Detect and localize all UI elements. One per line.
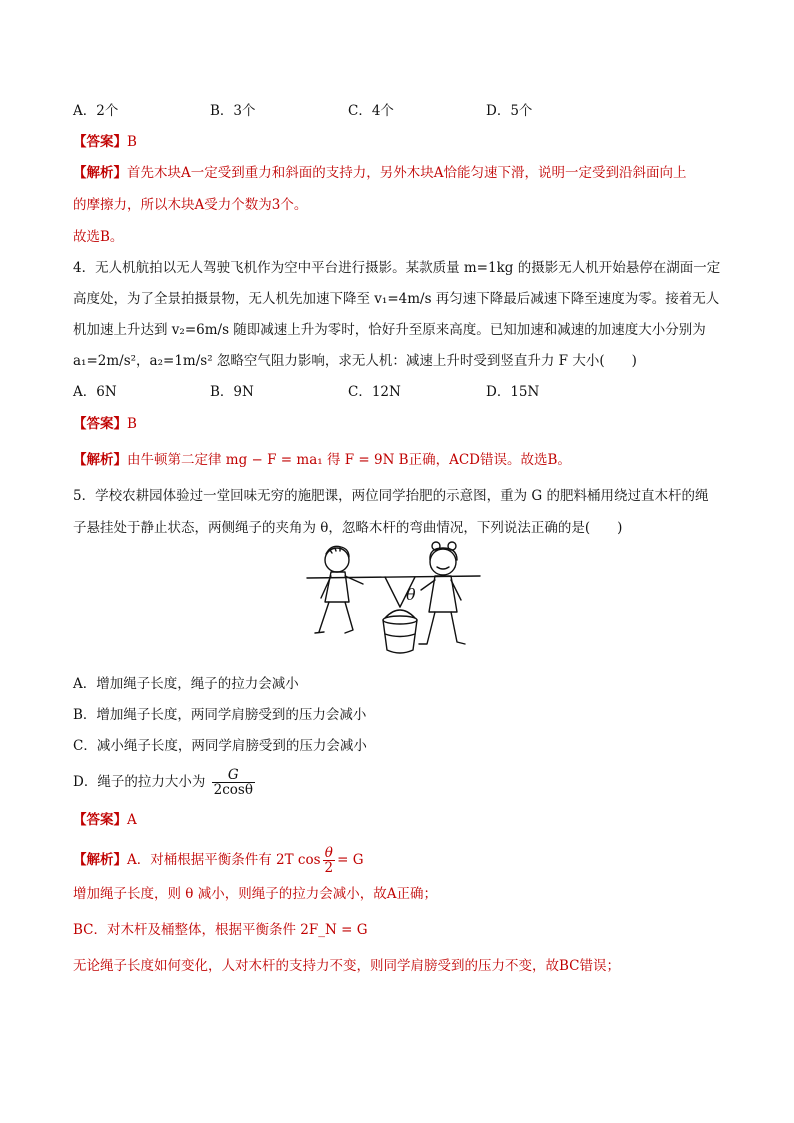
answer-row (73, 810, 137, 830)
theta-label: θ (406, 585, 416, 604)
option-c: C．减小绳子长度，两同学肩膀受到的压力会减小 (73, 738, 367, 754)
analysis-text: A．对桶根据平衡条件有 2T cos (127, 852, 321, 868)
fraction-denominator: 2cosθ (213, 782, 253, 798)
option-b: B．3个 (210, 103, 256, 119)
option-a: A．6N (73, 384, 117, 400)
analysis-text: 由牛顿第二定律 mg − F = ma₁ 得 F = 9N B正确，ACD错误。故选B。 (127, 452, 571, 468)
option-c: C．4个 (348, 103, 394, 119)
option-d: D．5个 (486, 103, 533, 119)
answer-value: B (127, 134, 137, 150)
question-stem: 机加速上升达到 v₂=6m/s 随即减速上升为零时，恰好升至原来高度。已知加速和减速的加速度大小分别为 (73, 322, 706, 338)
option-d: D．15N (486, 384, 540, 400)
analysis-line (73, 163, 687, 183)
option-a: A．2个 (73, 103, 119, 119)
option-a: A．增加绳子长度，绳子的拉力会减小 (73, 676, 299, 692)
fraction (323, 846, 336, 875)
analysis-line: 增加绳子长度，则 θ 减小，则绳子的拉力会减小，故A正确； (73, 886, 437, 902)
conclusion: 故选B。 (73, 229, 124, 245)
analysis-line (73, 846, 364, 875)
option-d-text: D．绳子的拉力大小为 (73, 774, 206, 790)
fraction-numerator: θ (323, 846, 336, 861)
analysis-line: 无论绳子长度如何变化，人对木杆的支持力不变，则同学肩膀受到的压力不变，故BC错误； (73, 958, 620, 974)
question-stem: 5．学校农耕园体验过一堂回味无穷的施肥课，两位同学抬肥的示意图，重为 G 的肥料桶用绕过直木杆的绳 (73, 488, 709, 504)
analysis-line: 的摩擦力，所以木块A受力个数为3个。 (73, 197, 308, 213)
analysis-tag: 【解析】 (73, 452, 127, 468)
option-b: B．增加绳子长度，两同学肩膀受到的压力会减小 (73, 707, 367, 723)
question-stem: 子悬挂处于静止状态，两侧绳子的夹角为 θ，忽略木杆的弯曲情况，下列说法正确的是( ) (73, 520, 623, 536)
answer-tag: 【答案】 (73, 416, 127, 432)
carrying-bucket-figure (305, 540, 485, 669)
option-c: C．12N (348, 384, 401, 400)
answer-row (73, 132, 137, 152)
answer-tag: 【答案】 (73, 134, 127, 150)
question-stem: 高度处，为了全景拍摄景物，无人机先加速下降至 v₁=4m/s 再匀速下降最后减速下降至速度为零。接着无人 (73, 291, 720, 307)
fraction (212, 768, 255, 797)
analysis-text: = G (337, 852, 364, 868)
analysis-tag: 【解析】 (73, 852, 127, 868)
fraction-denominator: 2 (324, 860, 334, 876)
figure-illustration (305, 540, 485, 665)
answer-value: A (127, 812, 137, 828)
answer-row (73, 414, 137, 434)
answer-value: B (127, 416, 137, 432)
analysis-text: 首先木块A一定受到重力和斜面的支持力，另外木块A恰能匀速下滑，说明一定受到沿斜面向上 (127, 165, 687, 181)
option-d (73, 768, 257, 797)
analysis-tag: 【解析】 (73, 165, 127, 181)
question-stem: a₁=2m/s²，a₂=1m/s² 忽略空气阻力影响，求无人机：减速上升时受到竖直升力 F 大小( ) (73, 353, 637, 369)
question-stem: 4．无人机航拍以无人驾驶飞机作为空中平台进行摄影。某款质量 m=1kg 的摄影无人机开始悬停在湖面一定 (73, 260, 721, 276)
fraction-numerator: G (212, 768, 255, 783)
analysis-line (73, 450, 571, 470)
answer-tag: 【答案】 (73, 812, 127, 828)
analysis-line: BC．对木杆及桶整体，根据平衡条件 2F_N = G (73, 922, 368, 938)
option-b: B．9N (210, 384, 254, 400)
